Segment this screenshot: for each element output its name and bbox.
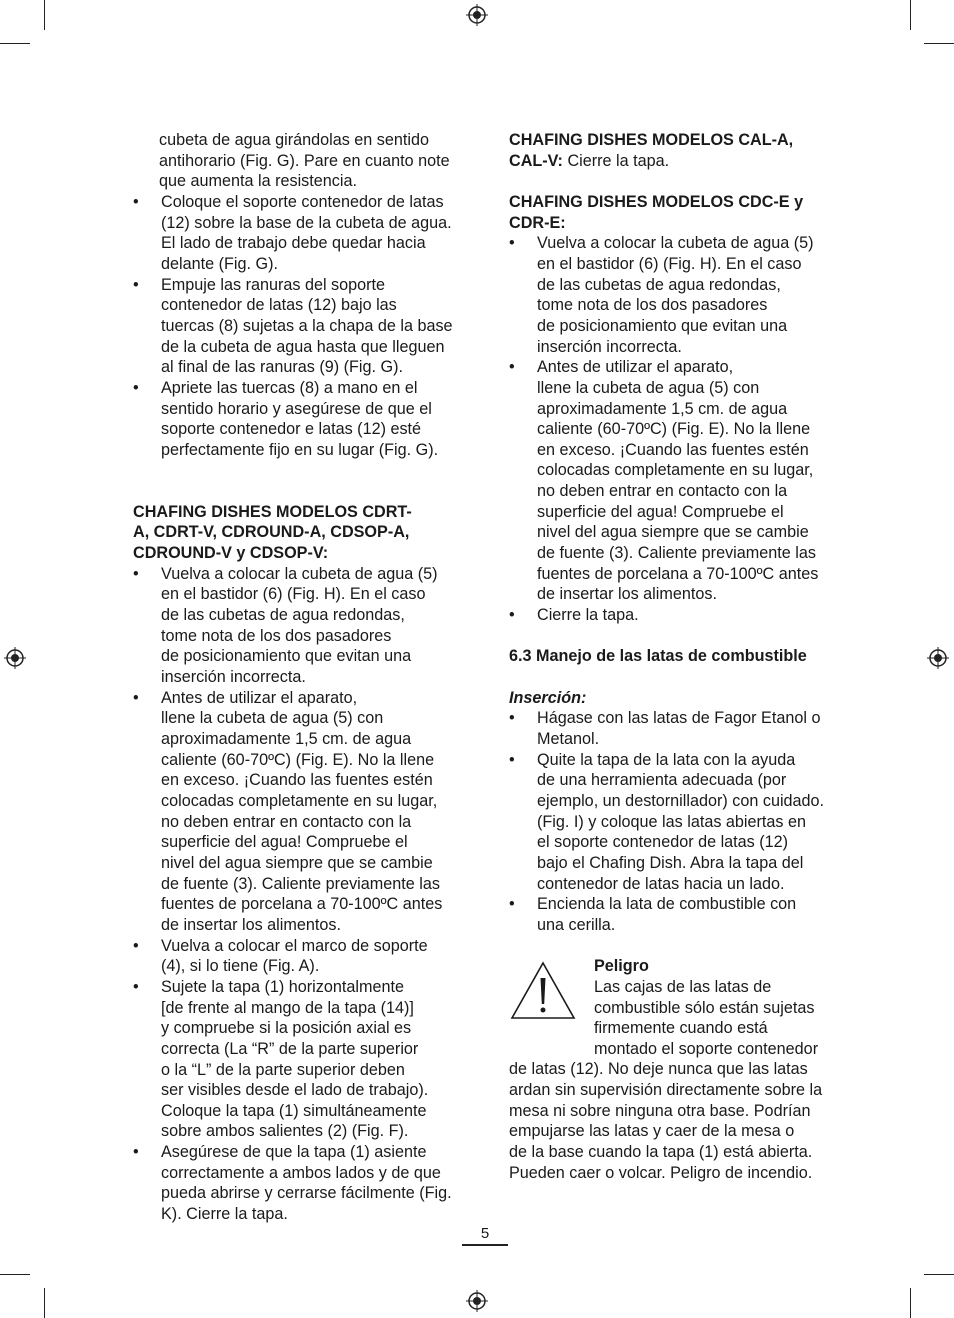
list-item bbox=[509, 605, 849, 626]
text-line: K). Cierre la tapa. bbox=[161, 1205, 288, 1224]
text-line: fuentes de porcelana a 70-100ºC antes bbox=[161, 895, 443, 914]
registration-mark-icon bbox=[466, 4, 488, 26]
text-line: Coloque la tapa (1) simultáneamente bbox=[161, 1101, 427, 1120]
text-line: de insertar los alimentos. bbox=[537, 585, 717, 604]
heading-rest-text: Cierre la tapa. bbox=[562, 151, 670, 170]
text-line: Metanol. bbox=[537, 729, 600, 748]
text-line: inserción incorrecta. bbox=[537, 337, 682, 356]
text-line: colocadas completamente en su lugar, bbox=[537, 461, 814, 480]
text-line: sobre ambos salientes (2) (Fig. F). bbox=[161, 1122, 409, 1141]
subheading: Inserción: bbox=[509, 688, 587, 707]
text-line: de posicionamiento que evitan una bbox=[161, 647, 412, 666]
text-line: tuercas (8) sujetas a la chapa de la base bbox=[161, 316, 453, 335]
text-line: en exceso. ¡Cuando las fuentes estén bbox=[537, 440, 809, 459]
text-line: pueda abrirse y cerrarse fácilmente (Fig. bbox=[161, 1184, 452, 1203]
text-line: correctamente a ambos lados y de que bbox=[161, 1163, 441, 1182]
text-line: caliente (60-70ºC) (Fig. E). No la llene bbox=[161, 750, 435, 769]
text-line: perfectamente fijo en su lugar (Fig. G). bbox=[161, 440, 439, 459]
text-line: una cerilla. bbox=[537, 915, 616, 934]
text-line: sentido horario y asegúrese de que el bbox=[161, 399, 432, 418]
text-line: tome nota de los dos pasadores bbox=[161, 626, 392, 645]
text-line: que aumenta la resistencia. bbox=[159, 172, 357, 191]
text-line: delante (Fig. G). bbox=[161, 254, 278, 273]
text-line: bajo el Chafing Dish. Abra la tapa del bbox=[537, 853, 804, 872]
text-line: correcta (La “R” de la parte superior bbox=[161, 1039, 419, 1058]
crop-mark bbox=[0, 1274, 30, 1275]
text-line: superficie del agua! Compruebe el bbox=[537, 502, 784, 521]
text-line: combustible sólo están sujetas bbox=[594, 998, 815, 1017]
registration-mark-icon bbox=[4, 647, 26, 669]
crop-mark bbox=[0, 43, 30, 44]
text-line: El lado de trabajo debe quedar hacia bbox=[161, 234, 426, 253]
warning-triangle-icon bbox=[509, 960, 577, 1022]
text-line: al final de las ranuras (9) (Fig. G). bbox=[161, 358, 403, 377]
crop-mark bbox=[910, 1288, 911, 1318]
continuation-paragraph bbox=[133, 130, 473, 192]
text-line: • Coloque el soporte contenedor de latas bbox=[161, 192, 444, 211]
text-line: cubeta de agua girándolas en sentido bbox=[159, 131, 430, 149]
text-line: aproximadamente 1,5 cm. de agua bbox=[537, 399, 788, 418]
crop-mark bbox=[924, 1274, 954, 1275]
list-item bbox=[133, 192, 473, 275]
text-line: de las cubetas de agua redondas, bbox=[537, 275, 781, 294]
text-line: de la cubeta de agua hasta que lleguen bbox=[161, 337, 445, 356]
list-item bbox=[509, 233, 849, 357]
text-line: ardan sin supervisión directamente sobre la bbox=[509, 1081, 823, 1100]
text-line: (Fig. I) y coloque las latas abiertas en bbox=[537, 812, 807, 831]
text-line: contenedor de latas hacia un lado. bbox=[537, 874, 785, 893]
section-heading bbox=[509, 130, 849, 171]
list-item bbox=[509, 894, 849, 935]
text-line: • Hágase con las latas de Fagor Etanol o bbox=[537, 709, 821, 728]
text-line: empujarse las latas y caer de la mesa o bbox=[509, 1122, 795, 1141]
text-line: en exceso. ¡Cuando las fuentes estén bbox=[161, 771, 433, 790]
text-line: Las cajas de las latas de bbox=[594, 977, 772, 996]
text-line: mesa ni sobre ninguna otra base. Podrían bbox=[509, 1101, 811, 1120]
list-item bbox=[133, 936, 473, 977]
page-number-rule bbox=[462, 1244, 508, 1246]
text-line: • Vuelva a colocar la cubeta de agua (5) bbox=[537, 234, 814, 253]
crop-mark bbox=[44, 0, 45, 30]
text-line: fuentes de porcelana a 70-100ºC antes bbox=[537, 564, 819, 583]
text-line: • Quite la tapa de la lata con la ayuda bbox=[537, 750, 796, 769]
text-line: CHAFING DISHES MODELOS CDC-E y bbox=[509, 192, 804, 211]
text-line: en el bastidor (6) (Fig. H). En el caso bbox=[537, 254, 802, 273]
text-line: y compruebe si la posición axial es bbox=[161, 1019, 412, 1038]
text-line: ser visibles desde el lado de trabajo). bbox=[161, 1081, 429, 1100]
list-item bbox=[133, 564, 473, 688]
list-item bbox=[509, 708, 849, 749]
text-line: de insertar los alimentos. bbox=[161, 915, 341, 934]
list-item bbox=[509, 357, 849, 605]
text-line: • Empuje las ranuras del soporte bbox=[161, 275, 386, 294]
text-line: soporte contenedor e latas (12) esté bbox=[161, 420, 422, 439]
text-line: • Sujete la tapa (1) horizontalmente bbox=[161, 977, 404, 996]
text-line: llene la cubeta de agua (5) con bbox=[161, 709, 384, 728]
text-line: • Antes de utilizar el aparato, bbox=[537, 358, 734, 377]
list-item bbox=[133, 977, 473, 1142]
crop-mark bbox=[924, 43, 954, 44]
crop-mark bbox=[44, 1288, 45, 1318]
text-line: de fuente (3). Caliente previamente las bbox=[537, 544, 816, 563]
text-line: antihorario (Fig. G). Pare en cuanto note bbox=[159, 151, 450, 170]
text-line: en el bastidor (6) (Fig. H). En el caso bbox=[161, 585, 426, 604]
text-line: colocadas completamente en su lugar, bbox=[161, 791, 438, 810]
section-heading bbox=[509, 192, 849, 233]
text-line: superficie del agua! Compruebe el bbox=[161, 833, 408, 852]
text-line: de las cubetas de agua redondas, bbox=[161, 606, 405, 625]
text-line: el soporte contenedor de latas (12) bbox=[537, 833, 789, 852]
text-line: de la base cuando la tapa (1) está abierta. bbox=[509, 1143, 813, 1162]
crop-mark bbox=[910, 0, 911, 30]
text-line: • Encienda la lata de combustible con bbox=[537, 895, 797, 914]
warning-block bbox=[509, 956, 849, 1183]
text-line: o la “L” de la parte superior deben bbox=[161, 1060, 405, 1079]
text-line: de latas (12). No deje nunca que las latas bbox=[509, 1060, 808, 1079]
text-line: montado el soporte contenedor bbox=[594, 1039, 819, 1058]
text-line: tome nota de los dos pasadores bbox=[537, 296, 768, 315]
list-item bbox=[133, 275, 473, 378]
left-column bbox=[133, 130, 473, 1225]
text-line: de posicionamiento que evitan una bbox=[537, 316, 788, 335]
text-line: CDROUND-V y CDSOP-V: bbox=[133, 544, 329, 563]
text-line: • Cierre la tapa. bbox=[537, 606, 639, 625]
heading-bold-text: CAL-V: bbox=[509, 151, 563, 170]
text-line: • Antes de utilizar el aparato, bbox=[161, 688, 358, 707]
text-line: CHAFING DISHES MODELOS CAL-A, bbox=[509, 131, 794, 149]
right-column bbox=[509, 130, 849, 1183]
text-line: aproximadamente 1,5 cm. de agua bbox=[161, 730, 412, 748]
list-item bbox=[509, 750, 849, 895]
text-line: CDR-E: bbox=[509, 213, 566, 232]
text-line: A, CDRT-V, CDROUND-A, CDSOP-A, bbox=[133, 523, 410, 542]
text-line: Pueden caer o volcar. Peligro de incendio. bbox=[509, 1163, 813, 1182]
warning-title: Peligro bbox=[594, 957, 649, 976]
text-line: • Vuelva a colocar el marco de soporte bbox=[161, 936, 428, 955]
list-item bbox=[133, 1142, 473, 1225]
text-line: nivel del agua siempre que se cambie bbox=[537, 523, 809, 542]
text-line: firmemente cuando está bbox=[594, 1019, 768, 1038]
page-number: 5 bbox=[480, 1225, 490, 1242]
text-line: • Vuelva a colocar la cubeta de agua (5) bbox=[161, 564, 438, 583]
text-line: CHAFING DISHES MODELOS CDRT- bbox=[133, 502, 412, 521]
text-line: • Asegúrese de que la tapa (1) asiente bbox=[161, 1143, 427, 1162]
registration-mark-icon bbox=[927, 647, 949, 669]
text-line: de una herramienta adecuada (por bbox=[537, 771, 787, 790]
text-line: no deben entrar en contacto con la bbox=[161, 812, 412, 831]
section-title: 6.3 Manejo de las latas de combustible bbox=[509, 647, 807, 666]
text-line: • Apriete las tuercas (8) a mano en el bbox=[161, 378, 418, 397]
text-line: caliente (60-70ºC) (Fig. E). No la llene bbox=[537, 420, 811, 439]
text-line bbox=[509, 151, 849, 172]
registration-mark-icon bbox=[466, 1290, 488, 1312]
text-line: de fuente (3). Caliente previamente las bbox=[161, 874, 440, 893]
list-item bbox=[133, 688, 473, 936]
list-item bbox=[133, 378, 473, 461]
text-line: (12) sobre la base de la cubeta de agua. bbox=[161, 213, 452, 232]
text-line: llene la cubeta de agua (5) con bbox=[537, 378, 760, 397]
text-line: (4), si lo tiene (Fig. A). bbox=[161, 957, 320, 976]
text-line: contenedor de latas (12) bajo las bbox=[161, 296, 397, 315]
text-line: nivel del agua siempre que se cambie bbox=[161, 853, 433, 872]
text-line: [de frente al mango de la tapa (14)] bbox=[161, 998, 414, 1017]
text-line: inserción incorrecta. bbox=[161, 668, 306, 687]
text-line: no deben entrar en contacto con la bbox=[537, 482, 788, 501]
section-heading bbox=[133, 502, 473, 564]
text-line: ejemplo, un destornillador) con cuidado. bbox=[537, 791, 825, 810]
